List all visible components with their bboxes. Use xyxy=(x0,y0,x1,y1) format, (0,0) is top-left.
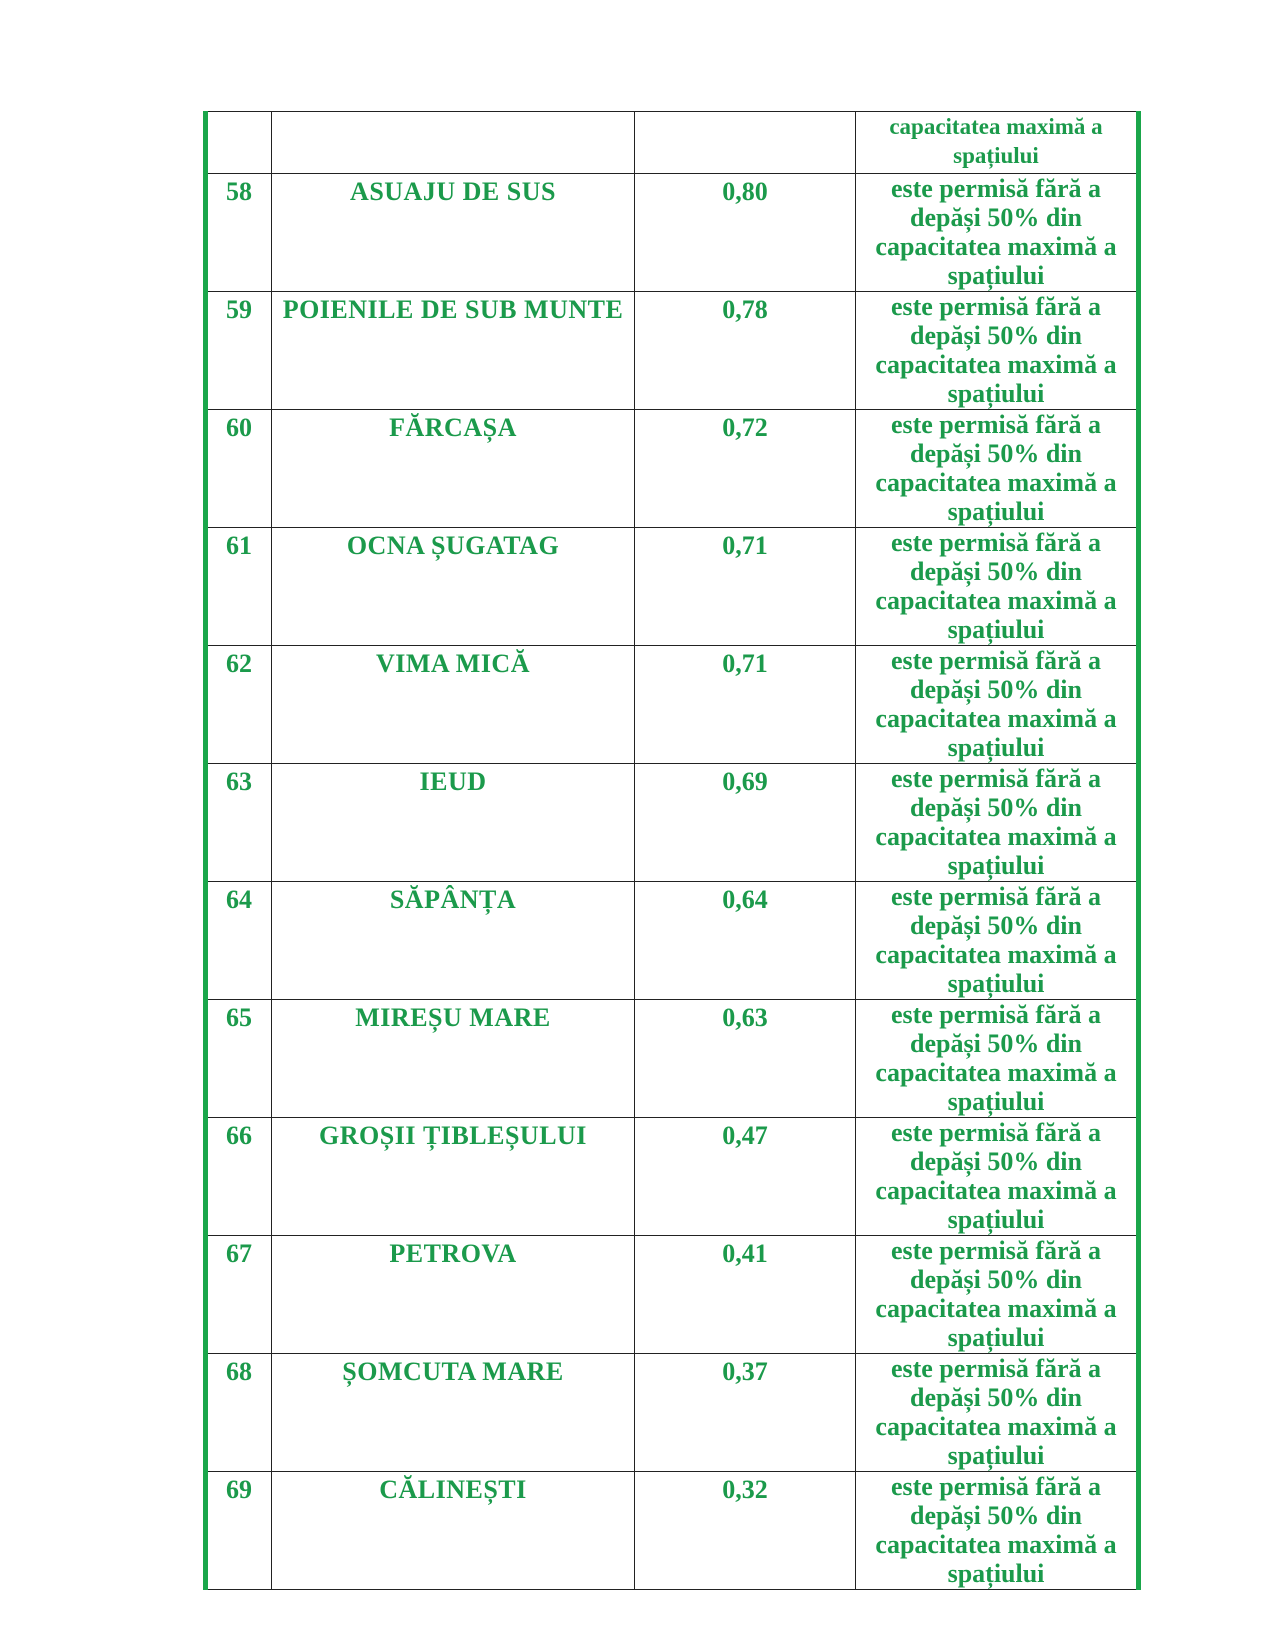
note-line: este permisă fără a xyxy=(890,1118,1102,1147)
note-line: spațiului xyxy=(947,1205,1045,1234)
note-line: este permisă fără a xyxy=(890,292,1102,321)
localities-table xyxy=(203,111,1141,1590)
cell-number: 60 xyxy=(206,410,272,528)
cell-value: 0,71 xyxy=(635,646,856,764)
note-line: este permisă fără a xyxy=(890,1236,1102,1265)
note-line: capacitatea maximă a xyxy=(875,704,1117,733)
note-line: este permisă fără a xyxy=(890,1000,1102,1029)
note-line: spațiului xyxy=(947,379,1045,408)
note-line: spațiului xyxy=(947,1087,1045,1116)
note-line: depăși 50% din xyxy=(910,557,1082,586)
cell-locality xyxy=(272,112,635,174)
cell-note xyxy=(856,528,1139,646)
cell-note xyxy=(856,292,1139,410)
note-line: spațiului xyxy=(947,969,1045,998)
note-line: depăși 50% din xyxy=(910,1501,1082,1530)
note-line: capacitatea maximă a xyxy=(889,114,1103,139)
cell-number: 61 xyxy=(206,528,272,646)
table-row xyxy=(206,174,1139,292)
cell-locality: VIMA MICĂ xyxy=(272,646,635,764)
cell-number: 62 xyxy=(206,646,272,764)
note-line: capacitatea maximă a xyxy=(875,1058,1117,1087)
cell-note xyxy=(856,646,1139,764)
cell-value xyxy=(635,112,856,174)
note-line: depăși 50% din xyxy=(910,1265,1082,1294)
cell-note xyxy=(856,1236,1139,1354)
cell-note xyxy=(856,764,1139,882)
note-line: este permisă fără a xyxy=(890,1472,1102,1501)
cell-locality: POIENILE DE SUB MUNTE xyxy=(272,292,635,410)
cell-value: 0,63 xyxy=(635,1000,856,1118)
note-line: capacitatea maximă a xyxy=(875,822,1117,851)
note-line: capacitatea maximă a xyxy=(875,350,1117,379)
table-row xyxy=(206,292,1139,410)
cell-locality: ASUAJU DE SUS xyxy=(272,174,635,292)
note-line: depăși 50% din xyxy=(910,321,1082,350)
cell-number: 68 xyxy=(206,1354,272,1472)
table-row xyxy=(206,1000,1139,1118)
note-line: este permisă fără a xyxy=(890,764,1102,793)
cell-number: 58 xyxy=(206,174,272,292)
table-row xyxy=(206,646,1139,764)
note-line: depăși 50% din xyxy=(910,439,1082,468)
note-line: capacitatea maximă a xyxy=(875,232,1117,261)
cell-value: 0,32 xyxy=(635,1472,856,1590)
cell-number: 66 xyxy=(206,1118,272,1236)
note-line: spațiului xyxy=(947,1559,1045,1588)
note-line: capacitatea maximă a xyxy=(875,1530,1117,1559)
table-row xyxy=(206,1118,1139,1236)
table-row xyxy=(206,528,1139,646)
table-row xyxy=(206,882,1139,1000)
note-line: depăși 50% din xyxy=(910,203,1082,232)
note-line: depăși 50% din xyxy=(910,1383,1082,1412)
cell-number: 59 xyxy=(206,292,272,410)
note-line: spațiului xyxy=(947,851,1045,880)
note-line: depăși 50% din xyxy=(910,675,1082,704)
cell-note xyxy=(856,1118,1139,1236)
table-row-continuation xyxy=(206,112,1139,174)
note-line: este permisă fără a xyxy=(890,528,1102,557)
cell-locality: MIREȘU MARE xyxy=(272,1000,635,1118)
note-line: spațiului xyxy=(947,615,1045,644)
cell-value: 0,41 xyxy=(635,1236,856,1354)
note-line: este permisă fără a xyxy=(890,1354,1102,1383)
note-line: depăși 50% din xyxy=(910,911,1082,940)
table-row xyxy=(206,764,1139,882)
cell-note xyxy=(856,882,1139,1000)
cell-note xyxy=(856,174,1139,292)
note-line: spațiului xyxy=(953,143,1039,168)
note-line: spațiului xyxy=(947,733,1045,762)
cell-number: 67 xyxy=(206,1236,272,1354)
cell-number: 63 xyxy=(206,764,272,882)
note-line: capacitatea maximă a xyxy=(875,1412,1117,1441)
cell-value: 0,47 xyxy=(635,1118,856,1236)
cell-value: 0,80 xyxy=(635,174,856,292)
cell-locality: GROȘII ȚIBLEȘULUI xyxy=(272,1118,635,1236)
cell-locality: CĂLINEȘTI xyxy=(272,1472,635,1590)
note-line: capacitatea maximă a xyxy=(875,586,1117,615)
cell-value: 0,71 xyxy=(635,528,856,646)
note-line: capacitatea maximă a xyxy=(875,468,1117,497)
cell-note xyxy=(856,1472,1139,1590)
cell-number xyxy=(206,112,272,174)
note-line: depăși 50% din xyxy=(910,1147,1082,1176)
cell-value: 0,78 xyxy=(635,292,856,410)
table-row xyxy=(206,1354,1139,1472)
cell-number: 65 xyxy=(206,1000,272,1118)
cell-value: 0,69 xyxy=(635,764,856,882)
cell-note xyxy=(856,1354,1139,1472)
cell-number: 69 xyxy=(206,1472,272,1590)
cell-number: 64 xyxy=(206,882,272,1000)
cell-value: 0,37 xyxy=(635,1354,856,1472)
note-line: spațiului xyxy=(947,497,1045,526)
note-line: este permisă fără a xyxy=(890,410,1102,439)
note-line: spațiului xyxy=(947,261,1045,290)
cell-note xyxy=(856,112,1139,174)
table-row xyxy=(206,1236,1139,1354)
cell-note xyxy=(856,1000,1139,1118)
cell-locality: OCNA ȘUGATAG xyxy=(272,528,635,646)
cell-locality: PETROVA xyxy=(272,1236,635,1354)
note-line: este permisă fără a xyxy=(890,174,1102,203)
note-line: depăși 50% din xyxy=(910,793,1082,822)
note-line: capacitatea maximă a xyxy=(875,1294,1117,1323)
cell-locality: IEUD xyxy=(272,764,635,882)
cell-value: 0,64 xyxy=(635,882,856,1000)
cell-locality: ȘOMCUTA MARE xyxy=(272,1354,635,1472)
cell-note xyxy=(856,410,1139,528)
table-row xyxy=(206,1472,1139,1590)
note-line: capacitatea maximă a xyxy=(875,940,1117,969)
note-line: capacitatea maximă a xyxy=(875,1176,1117,1205)
table-body xyxy=(206,112,1139,1590)
cell-locality: SĂPÂNȚA xyxy=(272,882,635,1000)
cell-locality: FĂRCAȘA xyxy=(272,410,635,528)
note-line: depăși 50% din xyxy=(910,1029,1082,1058)
note-line: este permisă fără a xyxy=(890,646,1102,675)
note-line: este permisă fără a xyxy=(890,882,1102,911)
table-row xyxy=(206,410,1139,528)
cell-value: 0,72 xyxy=(635,410,856,528)
note-line: spațiului xyxy=(947,1323,1045,1352)
note-line: spațiului xyxy=(947,1441,1045,1470)
